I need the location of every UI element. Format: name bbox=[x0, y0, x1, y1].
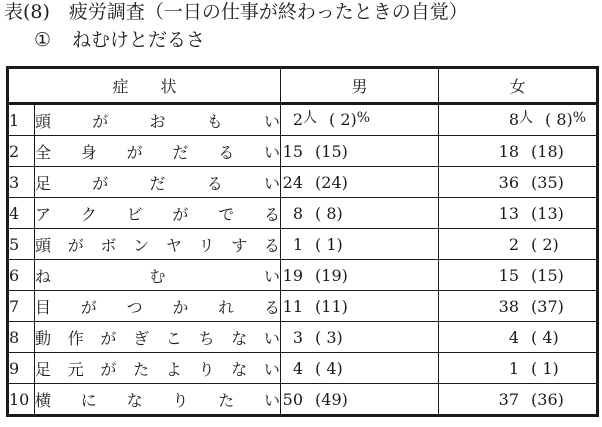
table-row bbox=[8, 104, 598, 136]
unit-label: 人 bbox=[519, 110, 534, 126]
table-body bbox=[8, 104, 598, 416]
count: 1 bbox=[292, 234, 304, 254]
percent-sign: % bbox=[356, 110, 371, 126]
count: 8 bbox=[508, 110, 520, 129]
male-value bbox=[281, 198, 439, 229]
percentage: ( 3) bbox=[315, 327, 343, 347]
count: 36 bbox=[498, 172, 520, 192]
percentage: ( 1) bbox=[315, 234, 343, 254]
percentage: (19) bbox=[315, 265, 348, 285]
symptom-cell bbox=[35, 322, 281, 353]
male-value bbox=[281, 291, 439, 322]
female-value bbox=[439, 104, 598, 136]
percentage: (36) bbox=[531, 389, 564, 409]
row-number: 6 bbox=[8, 260, 35, 291]
percentage: ( 8) bbox=[545, 110, 573, 129]
symptom-cell bbox=[35, 260, 281, 291]
female-value bbox=[439, 136, 598, 167]
percent-sign: % bbox=[572, 110, 587, 126]
symptom-cell bbox=[35, 136, 281, 167]
header-symptom: 症 状 bbox=[8, 68, 281, 104]
count: 2 bbox=[508, 234, 520, 254]
female-value bbox=[439, 198, 598, 229]
subtitle-number: ① bbox=[34, 29, 52, 51]
count: 37 bbox=[498, 389, 520, 409]
symptom-text: 頭 が お も い bbox=[35, 111, 281, 131]
row-number: 7 bbox=[8, 291, 35, 322]
male-value bbox=[281, 322, 439, 353]
count: 8 bbox=[292, 203, 304, 223]
male-value bbox=[281, 104, 439, 136]
male-value bbox=[281, 167, 439, 198]
symptom-cell bbox=[35, 198, 281, 229]
count: 3 bbox=[292, 327, 304, 347]
percentage: ( 2) bbox=[531, 234, 559, 254]
symptom-text: 目 が つ か れ る bbox=[35, 297, 280, 317]
female-value bbox=[439, 353, 598, 384]
table-row bbox=[8, 384, 598, 416]
symptom-cell bbox=[35, 229, 281, 260]
count: 38 bbox=[498, 296, 520, 316]
female-value bbox=[439, 322, 598, 353]
count: 24 bbox=[282, 172, 304, 192]
row-number: 4 bbox=[8, 198, 35, 229]
percentage: ( 4) bbox=[315, 358, 343, 378]
table-row bbox=[8, 353, 598, 384]
table-row bbox=[8, 291, 598, 322]
symptom-text: 動 作 が ぎ こ ち な い bbox=[35, 328, 280, 348]
count: 1 bbox=[508, 358, 520, 378]
symptom-text: ね む い bbox=[35, 266, 281, 286]
symptom-text: 全 身 が だ る い bbox=[35, 142, 280, 162]
male-value bbox=[281, 260, 439, 291]
table-row bbox=[8, 322, 598, 353]
table-header bbox=[8, 68, 598, 104]
table-row bbox=[8, 229, 598, 260]
percentage: (11) bbox=[315, 296, 348, 316]
percentage: (13) bbox=[531, 203, 564, 223]
symptom-text: 足 が だ る い bbox=[35, 173, 281, 193]
female-value bbox=[439, 384, 598, 416]
table-row bbox=[8, 260, 598, 291]
count: 2 bbox=[292, 110, 304, 129]
table-title: 表(8) 疲労調査（一日の仕事が終わったときの自覚） bbox=[4, 1, 468, 23]
female-value bbox=[439, 229, 598, 260]
percentage: (37) bbox=[531, 296, 564, 316]
percentage: (35) bbox=[531, 172, 564, 192]
symptom-text: ア ク ビ が で る bbox=[35, 204, 280, 224]
male-value bbox=[281, 353, 439, 384]
table-row bbox=[8, 167, 598, 198]
percentage: (49) bbox=[315, 389, 348, 409]
symptom-cell bbox=[35, 104, 281, 136]
row-number: 1 bbox=[8, 104, 35, 136]
female-value bbox=[439, 167, 598, 198]
table-row bbox=[8, 198, 598, 229]
count: 19 bbox=[282, 265, 304, 285]
count: 4 bbox=[292, 358, 304, 378]
symptom-cell bbox=[35, 353, 281, 384]
count: 13 bbox=[498, 203, 520, 223]
symptom-cell bbox=[35, 167, 281, 198]
count: 18 bbox=[498, 141, 520, 161]
header-female: 女 bbox=[439, 68, 598, 104]
count: 15 bbox=[282, 141, 304, 161]
header-male: 男 bbox=[281, 68, 439, 104]
percentage: (15) bbox=[315, 141, 348, 161]
unit-label: 人 bbox=[303, 110, 318, 126]
symptom-text: 足 元 が た よ り な い bbox=[35, 359, 280, 379]
row-number: 2 bbox=[8, 136, 35, 167]
symptom-text: 横 に な り た い bbox=[35, 390, 280, 410]
symptom-cell bbox=[35, 291, 281, 322]
percentage: (15) bbox=[531, 265, 564, 285]
percentage: (24) bbox=[315, 172, 348, 192]
count: 50 bbox=[282, 389, 304, 409]
percentage: ( 8) bbox=[315, 203, 343, 223]
female-value bbox=[439, 260, 598, 291]
subtitle-label: ねむけとだるさ bbox=[72, 29, 206, 51]
row-number: 8 bbox=[8, 322, 35, 353]
table-subtitle bbox=[34, 28, 205, 52]
table-row bbox=[8, 136, 598, 167]
row-number: 10 bbox=[8, 384, 35, 416]
percentage: (18) bbox=[531, 141, 564, 161]
percentage: ( 1) bbox=[531, 358, 559, 378]
male-value bbox=[281, 384, 439, 416]
row-number: 5 bbox=[8, 229, 35, 260]
row-number: 9 bbox=[8, 353, 35, 384]
symptom-cell bbox=[35, 384, 281, 416]
count: 15 bbox=[498, 265, 520, 285]
male-value bbox=[281, 229, 439, 260]
row-number: 3 bbox=[8, 167, 35, 198]
fatigue-survey-table bbox=[6, 66, 599, 417]
percentage: ( 2) bbox=[329, 110, 357, 129]
percentage: ( 4) bbox=[531, 327, 559, 347]
count: 4 bbox=[508, 327, 520, 347]
male-value bbox=[281, 136, 439, 167]
count: 11 bbox=[282, 296, 304, 316]
symptom-text: 頭 が ボ ン ヤ リ す る bbox=[35, 235, 280, 255]
female-value bbox=[439, 291, 598, 322]
